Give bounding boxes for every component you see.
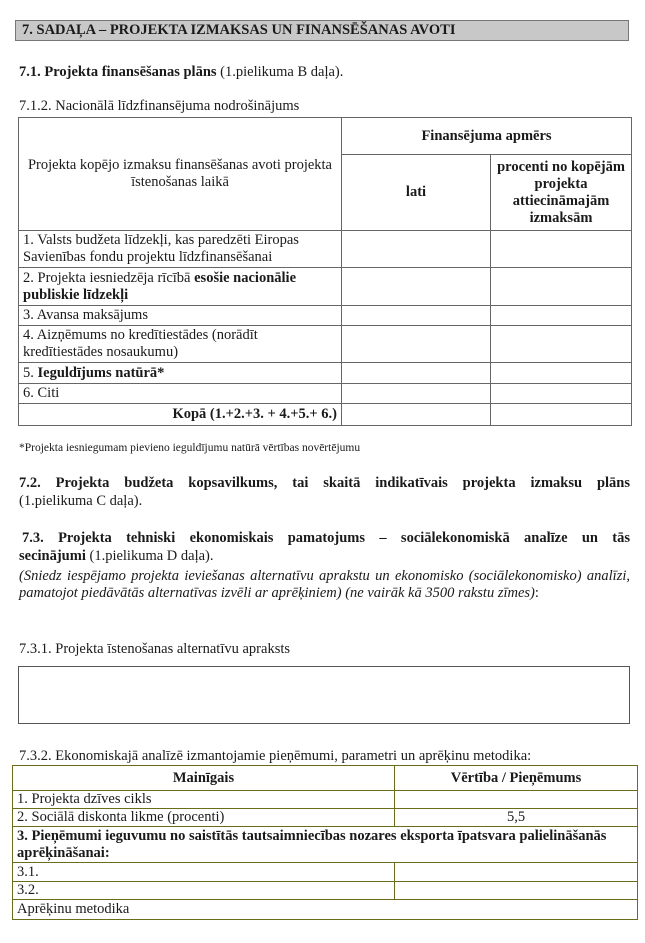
variable-label: 3.1. — [13, 863, 395, 882]
heading-7-1 — [19, 64, 343, 81]
heading-7-3-2: 7.3.2. Ekonomiskajā analīzē izmantojamie pieņēmumi, parametri un aprēķinu metodika: — [19, 748, 532, 764]
percent-cell[interactable] — [491, 306, 632, 326]
lati-cell[interactable] — [342, 231, 491, 268]
row-label: 1. Valsts budžeta līdzekļi, kas paredzēti Eiropas Savienības fondu projektu līdzfinansēšanai — [19, 231, 342, 268]
heading-7-1-2: 7.1.2. Nacionālā līdzfinansējuma nodrošinājums — [19, 98, 300, 114]
table-row — [19, 268, 632, 306]
assumptions-heading-row: 3. Pieņēmumi ieguvumu no saistītās tautsaimniecības nozares eksporta īpatsvara palielināšanās aprēķināšanai: — [13, 827, 638, 863]
row-label: 3. Avansa maksājums — [19, 306, 342, 326]
row-label: 5. Ieguldījums natūrā* — [19, 363, 342, 384]
total-label: Kopā (1.+2.+3. + 4.+5.+ 6.) — [19, 404, 342, 426]
percent-cell[interactable] — [491, 231, 632, 268]
table-row — [19, 363, 632, 384]
percent-cell[interactable] — [491, 384, 632, 404]
table-row — [13, 827, 638, 863]
table-row — [13, 863, 638, 882]
variable-label: 2. Sociālā diskonta likme (procenti) — [13, 809, 395, 827]
table-row — [19, 384, 632, 404]
header-lati: lati — [342, 155, 491, 231]
header-percent: procenti no kopējām projekta attiecināmajām izmaksām — [491, 155, 632, 231]
heading-7-1-rest: (1.pielikuma B daļa). — [216, 64, 344, 80]
table-row — [13, 809, 638, 827]
table-row — [19, 326, 632, 363]
total-percent-cell[interactable] — [491, 404, 632, 426]
heading-7-3-line2: secinājumi (1.pielikuma D daļa). — [19, 548, 214, 564]
total-lati-cell[interactable] — [342, 404, 491, 426]
section-header — [15, 20, 629, 41]
percent-cell[interactable] — [491, 326, 632, 363]
percent-cell[interactable] — [491, 363, 632, 384]
assumptions-table — [12, 765, 638, 920]
heading-7-2: 7.2. Projekta budžeta kopsavilkums, tai skaitā indikatīvais projekta izmaksu plāns — [19, 475, 630, 491]
lati-cell[interactable] — [342, 306, 491, 326]
heading-7-3-instructions: (Sniedz iespējamo projekta ieviešanas alternatīvu aprakstu un ekonomisko (sociālekonomisko) analīzi, pamatojot piedāvātās alternatīvas izvēli ar aprēķiniem) (ne vairāk kā 3500 rakstu zīmes): — [19, 568, 630, 601]
variable-label: 1. Projekta dzīves cikls — [13, 791, 395, 809]
lati-cell[interactable] — [342, 363, 491, 384]
variable-label: 3.2. — [13, 882, 395, 900]
table-row — [13, 900, 638, 920]
header-amount: Finansējuma apmērs — [342, 118, 632, 155]
heading-7-1-title: Projekta finansēšanas plāns — [44, 64, 217, 80]
heading-7-3-1: 7.3.1. Projekta īstenošanas alternatīvu apraksts — [19, 641, 291, 657]
table-row — [13, 791, 638, 809]
lati-cell[interactable] — [342, 384, 491, 404]
alternatives-description-field[interactable] — [18, 666, 630, 724]
header-variable: Mainīgais — [13, 766, 395, 791]
heading-7-1-num: 7.1. — [19, 64, 41, 80]
variable-value[interactable] — [395, 882, 638, 900]
header-source: Projekta kopējo izmaksu finansēšanas avoti projekta īstenošanas laikā — [19, 118, 342, 231]
heading-7-3: 7.3. Projekta tehniski ekonomiskais pamatojums – sociālekonomiskā analīze un tās — [22, 530, 630, 546]
financing-table — [18, 117, 632, 426]
row-label: 4. Aizņēmums no kredītiestādes (norādīt kredītiestādes nosaukumu) — [19, 326, 342, 363]
variable-value[interactable]: 5,5 — [395, 809, 638, 827]
section-title: 7. SADAĻA – PROJEKTA IZMAKSAS UN FINANSĒŠANAS AVOTI — [22, 22, 456, 38]
table-row — [19, 306, 632, 326]
heading-7-2-rest: (1.pielikuma C daļa). — [19, 493, 143, 509]
methodology-row[interactable]: Aprēķinu metodika — [13, 900, 638, 920]
table-row — [13, 882, 638, 900]
table-row — [19, 231, 632, 268]
lati-cell[interactable] — [342, 326, 491, 363]
row-label: 2. Projekta iesniedzēja rīcībā esošie nacionālie publiskie līdzekļi — [19, 268, 342, 306]
percent-cell[interactable] — [491, 268, 632, 306]
table-footnote: *Projekta iesniegumam pievieno ieguldījumu natūrā vērtības novērtējumu — [19, 442, 361, 454]
total-row — [19, 404, 632, 426]
variable-value[interactable] — [395, 863, 638, 882]
variable-value[interactable] — [395, 791, 638, 809]
row-label: 6. Citi — [19, 384, 342, 404]
header-value: Vērtība / Pieņēmums — [395, 766, 638, 791]
lati-cell[interactable] — [342, 268, 491, 306]
